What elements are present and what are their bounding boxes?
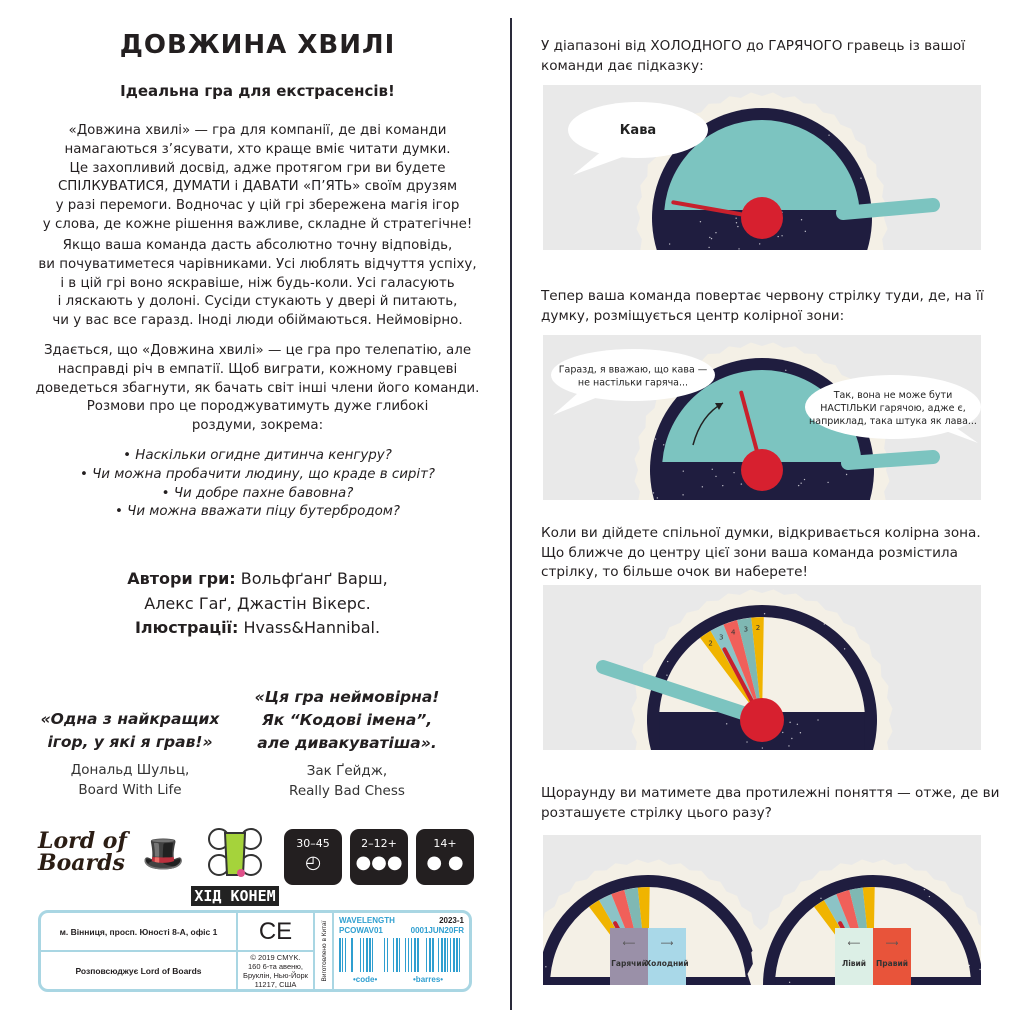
star	[759, 243, 760, 244]
star	[804, 479, 805, 480]
arrow-left-icon: ⟵	[622, 939, 636, 949]
step-2-text	[541, 287, 984, 326]
made-in: Виготовлено в Китаї	[320, 920, 328, 982]
star	[655, 438, 656, 439]
barcode-bar	[399, 938, 400, 972]
authors-cont: Алекс Гаґ, Джастін Вікерс.	[144, 593, 371, 613]
barcode-bar	[444, 938, 446, 972]
text-line: і в цій грі воно яскравіше, ніж будь-коли. Усі галасують	[60, 275, 455, 291]
batch-code	[411, 916, 464, 936]
speech-bubble-tail	[573, 150, 628, 175]
star	[820, 898, 821, 899]
players: 2–12+	[361, 837, 397, 850]
text-line: ви почуватиметеся чарівниками. Усі люблять відчуття успіху,	[38, 256, 477, 272]
logo-line: Lord of	[38, 828, 127, 854]
star	[817, 719, 818, 720]
barcode-bar	[438, 938, 439, 972]
star	[712, 469, 713, 470]
star	[800, 732, 801, 733]
bubble-text: Так, вона не може бути	[833, 390, 953, 401]
gentleman-mascot-icon: 🎩	[142, 834, 185, 874]
lord-of-boards-logo	[38, 830, 127, 874]
question-item: • Чи можна вважати піцу бутербродом?	[115, 504, 400, 520]
bubble-text: Гаразд, я вважаю, що кава —	[558, 364, 708, 376]
star	[545, 966, 546, 967]
barcode-label-left: •code•	[353, 975, 378, 984]
horse-skull-icon	[205, 825, 265, 880]
star	[653, 492, 654, 493]
playtime: 30–45	[296, 837, 330, 850]
star	[711, 238, 712, 239]
star	[722, 485, 723, 486]
author-line: Really Bad Chess	[289, 783, 405, 799]
barcode-bar	[417, 938, 419, 972]
red-knob	[740, 698, 784, 742]
arrow-right-icon: ⟶	[660, 939, 674, 949]
text-line: доведеться збагнути, як бачать світ інші члени його команди.	[35, 380, 480, 396]
star	[764, 613, 765, 614]
step-3-illustration	[543, 585, 981, 750]
barcode	[339, 938, 465, 974]
text-line: розташуєте стрілку цього разу?	[541, 804, 772, 821]
star	[827, 482, 828, 483]
barcode-bar	[456, 938, 458, 972]
star	[801, 219, 802, 220]
star	[669, 243, 670, 244]
star	[715, 232, 716, 233]
age: 14+	[433, 837, 457, 850]
concept-card	[835, 928, 873, 985]
teal-lever	[843, 205, 933, 213]
star	[700, 221, 701, 222]
barcode-bar	[345, 938, 346, 972]
star	[782, 732, 783, 733]
text-line: У діапазоні від ХОЛОДНОГО до ГАРЯЧОГО гравець із вашої	[541, 38, 966, 54]
text-line: чи у вас все гаразд. Іноді люди обіймаються. Неймовірно.	[52, 313, 463, 329]
barcode-bar	[369, 938, 371, 972]
star	[929, 896, 930, 897]
star	[666, 674, 667, 675]
playtime-badge	[284, 829, 342, 885]
star	[726, 723, 727, 724]
star	[733, 472, 734, 473]
text-line: «Довжина хвилі» — гра для компанії, де дві команди	[68, 123, 447, 138]
star	[667, 661, 668, 662]
text-line: Здається, що «Довжина хвилі» — це гра про телепатію, але	[43, 343, 472, 358]
star	[781, 235, 782, 236]
text-line: стрілку, то більше очок ви наберете!	[541, 564, 808, 580]
author-line: Дональд Шульц,	[70, 762, 190, 778]
question-item: • Чи можна пробачити людину, що краде в сиріт?	[79, 466, 436, 482]
quote-text	[242, 686, 452, 755]
star	[741, 483, 742, 484]
star	[860, 177, 861, 178]
quote-text	[35, 708, 225, 754]
red-knob	[741, 197, 783, 239]
star	[708, 247, 709, 248]
barcode-bar	[426, 938, 427, 972]
barcode-bar	[384, 938, 385, 972]
star	[805, 231, 806, 232]
ce-mark: CE	[258, 917, 293, 945]
quote-author	[242, 761, 452, 801]
success-paragraph	[30, 237, 485, 331]
star	[846, 474, 847, 475]
text-line: © 2019 CMYK.	[250, 952, 301, 962]
star	[715, 476, 716, 477]
star	[657, 497, 658, 498]
text-line: у разі перемоги. Водночас у цій грі збережена магія ігор	[55, 198, 460, 214]
star	[777, 236, 778, 237]
barcode-bar	[408, 938, 409, 972]
text-line: Якщо ваша команда дасть абсолютно точну відповідь,	[62, 238, 453, 253]
text-line: 160 6-та авеню,	[248, 961, 303, 971]
concept-card	[873, 928, 911, 985]
step-2-illustration	[543, 335, 981, 500]
hid-konem-text: ХІД КОНЕМ	[191, 886, 278, 906]
star	[663, 444, 664, 445]
quote-line: ігор, у які я грав!»	[47, 733, 213, 751]
text-line: Що ближче до центру цієї зони ваша команда розмістила	[541, 544, 958, 561]
star	[682, 494, 683, 495]
question-item: • Наскільки огидне дитинча кенгуру?	[123, 448, 392, 463]
product-name: WAVELENGTH	[339, 916, 395, 925]
subtitle: Ідеальна гра для екстрасенсів!	[120, 82, 395, 100]
example-questions	[30, 447, 485, 522]
barcode-bar	[441, 938, 443, 972]
star	[789, 982, 790, 983]
players-icon: ●●●	[355, 852, 403, 873]
barcode-bar	[339, 938, 341, 972]
bubble-text: НАСТІЛЬКИ гарячою, адже є,	[820, 403, 966, 414]
barcode-bar	[366, 938, 368, 972]
quote-line: Як “Кодові імена”,	[261, 711, 433, 729]
score-label: 3	[743, 625, 749, 634]
star	[737, 226, 738, 227]
bubble-text: не настільки гаряча...	[577, 377, 689, 389]
score-label: 2	[708, 639, 713, 648]
sku: PCOWAV01	[339, 926, 383, 935]
authors: Вольфґанґ Варш,	[235, 569, 388, 588]
lot: 0001JUN20FR	[410, 926, 464, 935]
score-label: 3	[718, 633, 724, 642]
text-line: команди дає підказку:	[541, 57, 704, 74]
text-line: роздуми, зокрема:	[191, 418, 324, 434]
question-item: • Чи добре пахне бавовна?	[161, 485, 354, 501]
quote-1	[35, 708, 225, 800]
age-badge	[416, 829, 474, 885]
star	[736, 222, 737, 223]
hid-konem-logo	[190, 825, 280, 906]
text-line: СПІЛКУВАТИСЯ, ДУМАТИ і ДАВАТИ «П’ЯТЬ» своїм друзям	[57, 179, 458, 195]
text-line: Бруклін, Нью-Йорк	[243, 970, 308, 980]
star	[762, 747, 763, 748]
text-line: Розмови про це породжуватимуть дуже глибокі	[86, 399, 429, 415]
illustrations-label: Ілюстрації:	[134, 618, 239, 637]
barcode-bar	[351, 938, 353, 972]
star	[735, 218, 736, 219]
authors-label: Автори гри:	[127, 569, 236, 588]
barcode-bar	[411, 938, 412, 972]
address: м. Вінниця, просп. Юності 8-А, офіс 1	[59, 926, 218, 937]
text-line: 11217, США	[254, 979, 297, 989]
text-line: Щораунду ви матимете два протилежні поняття — отже, де ви	[541, 785, 1000, 801]
star	[788, 745, 789, 746]
barcode-bar	[447, 938, 448, 972]
quote-line: «Одна з найкращих	[40, 710, 220, 728]
star	[924, 889, 925, 890]
barcode-bar	[372, 938, 373, 972]
arrow-left-icon: ⟵	[847, 939, 861, 949]
barcode-bar	[453, 938, 455, 972]
text-line: у слова, де кожне рішення важливе, складне й стратегічне!	[42, 216, 473, 232]
game-title: ДОВЖИНА ХВИЛІ	[119, 30, 396, 60]
barcode-bar	[363, 938, 364, 972]
bubble-text: наприклад, така штука як лава...	[809, 416, 977, 427]
star	[828, 135, 829, 136]
concept-card	[610, 928, 648, 985]
step-1-illustration	[543, 85, 981, 250]
teal-lever	[848, 457, 933, 463]
star	[702, 486, 703, 487]
barcode-bar	[429, 938, 431, 972]
red-knob	[741, 449, 783, 491]
text-line: думку, розміщується центр колірної зони:	[541, 307, 845, 324]
concept-label: Холодний	[645, 959, 689, 968]
concept-label: Лівий	[841, 959, 867, 968]
author-line: Зак Ґейдж,	[306, 763, 388, 779]
star	[979, 969, 980, 970]
star	[797, 724, 798, 725]
quote-author	[35, 760, 225, 800]
credits	[30, 567, 485, 641]
age-icon: ● ●	[426, 852, 464, 873]
step-4-text	[541, 784, 999, 823]
text-line: намагаються з’ясувати, хто краще вміє читати думки.	[64, 141, 451, 157]
star	[791, 738, 792, 739]
quote-line: «Ця гра неймовірна!	[254, 688, 440, 706]
concept-label: Гарячий	[611, 959, 647, 968]
text-line: насправді річ в емпатії. Щоб виграти, кожному гравцеві	[57, 361, 458, 377]
star	[824, 623, 825, 624]
barcode-bar	[396, 938, 398, 972]
barcode-bar	[432, 938, 434, 972]
text-line: Це захопливий досвід, адже протягом гри ви будете	[69, 160, 446, 176]
barcode-label-right: •barres•	[413, 975, 444, 984]
score-label: 4	[731, 628, 736, 637]
barcode-bar	[393, 938, 394, 972]
quote-2	[242, 686, 452, 801]
product-code	[339, 916, 395, 936]
concept-label: Правий	[876, 959, 908, 968]
barcode-bar	[414, 938, 416, 972]
text-line: Коли ви дійдете спільної думки, відкривається колірна зона.	[541, 525, 981, 541]
bubble-text: Кава	[619, 123, 657, 138]
star	[738, 248, 739, 249]
barcode-bar	[387, 938, 388, 972]
column-divider	[510, 18, 512, 1010]
step-4-illustration	[543, 835, 981, 985]
star	[844, 648, 845, 649]
star	[683, 470, 684, 471]
legal-box	[38, 910, 472, 992]
clock-icon: ◴	[305, 852, 321, 873]
star	[969, 965, 970, 966]
intro-paragraph	[30, 122, 485, 235]
logo-line: Boards	[38, 850, 125, 876]
star	[800, 482, 801, 483]
barcode-bar	[450, 938, 451, 972]
distributor: Розповсюджує Lord of Boards	[75, 965, 202, 976]
barcode-bar	[342, 938, 343, 972]
concept-card	[648, 928, 686, 985]
speech-bubble-left-tail	[553, 393, 598, 415]
score-label: 2	[755, 624, 761, 633]
text-line: Тепер ваша команда повертає червону стрілку туди, де, на її	[541, 288, 984, 304]
barcode-bar	[405, 938, 406, 972]
barcode-bar	[459, 938, 460, 972]
star	[798, 485, 799, 486]
barcode-bar	[360, 938, 361, 972]
quote-line: але дивакуватіша».	[257, 734, 437, 752]
arrow-right-icon: ⟶	[885, 939, 899, 949]
step-1-text	[541, 37, 965, 76]
text-line: і ляскають у долоні. Сусіди стукають у двері й питають,	[57, 294, 458, 310]
empathy-paragraph	[30, 342, 485, 436]
star	[785, 370, 786, 371]
step-3-text	[541, 524, 981, 583]
copyright	[238, 952, 313, 989]
batch: 2023-1	[439, 916, 464, 925]
players-badge	[350, 829, 408, 885]
illustrators: Hvass&Hannibal.	[238, 618, 381, 637]
star	[746, 741, 747, 742]
star	[709, 237, 710, 238]
author-line: Board With Life	[78, 782, 182, 798]
star	[789, 722, 790, 723]
